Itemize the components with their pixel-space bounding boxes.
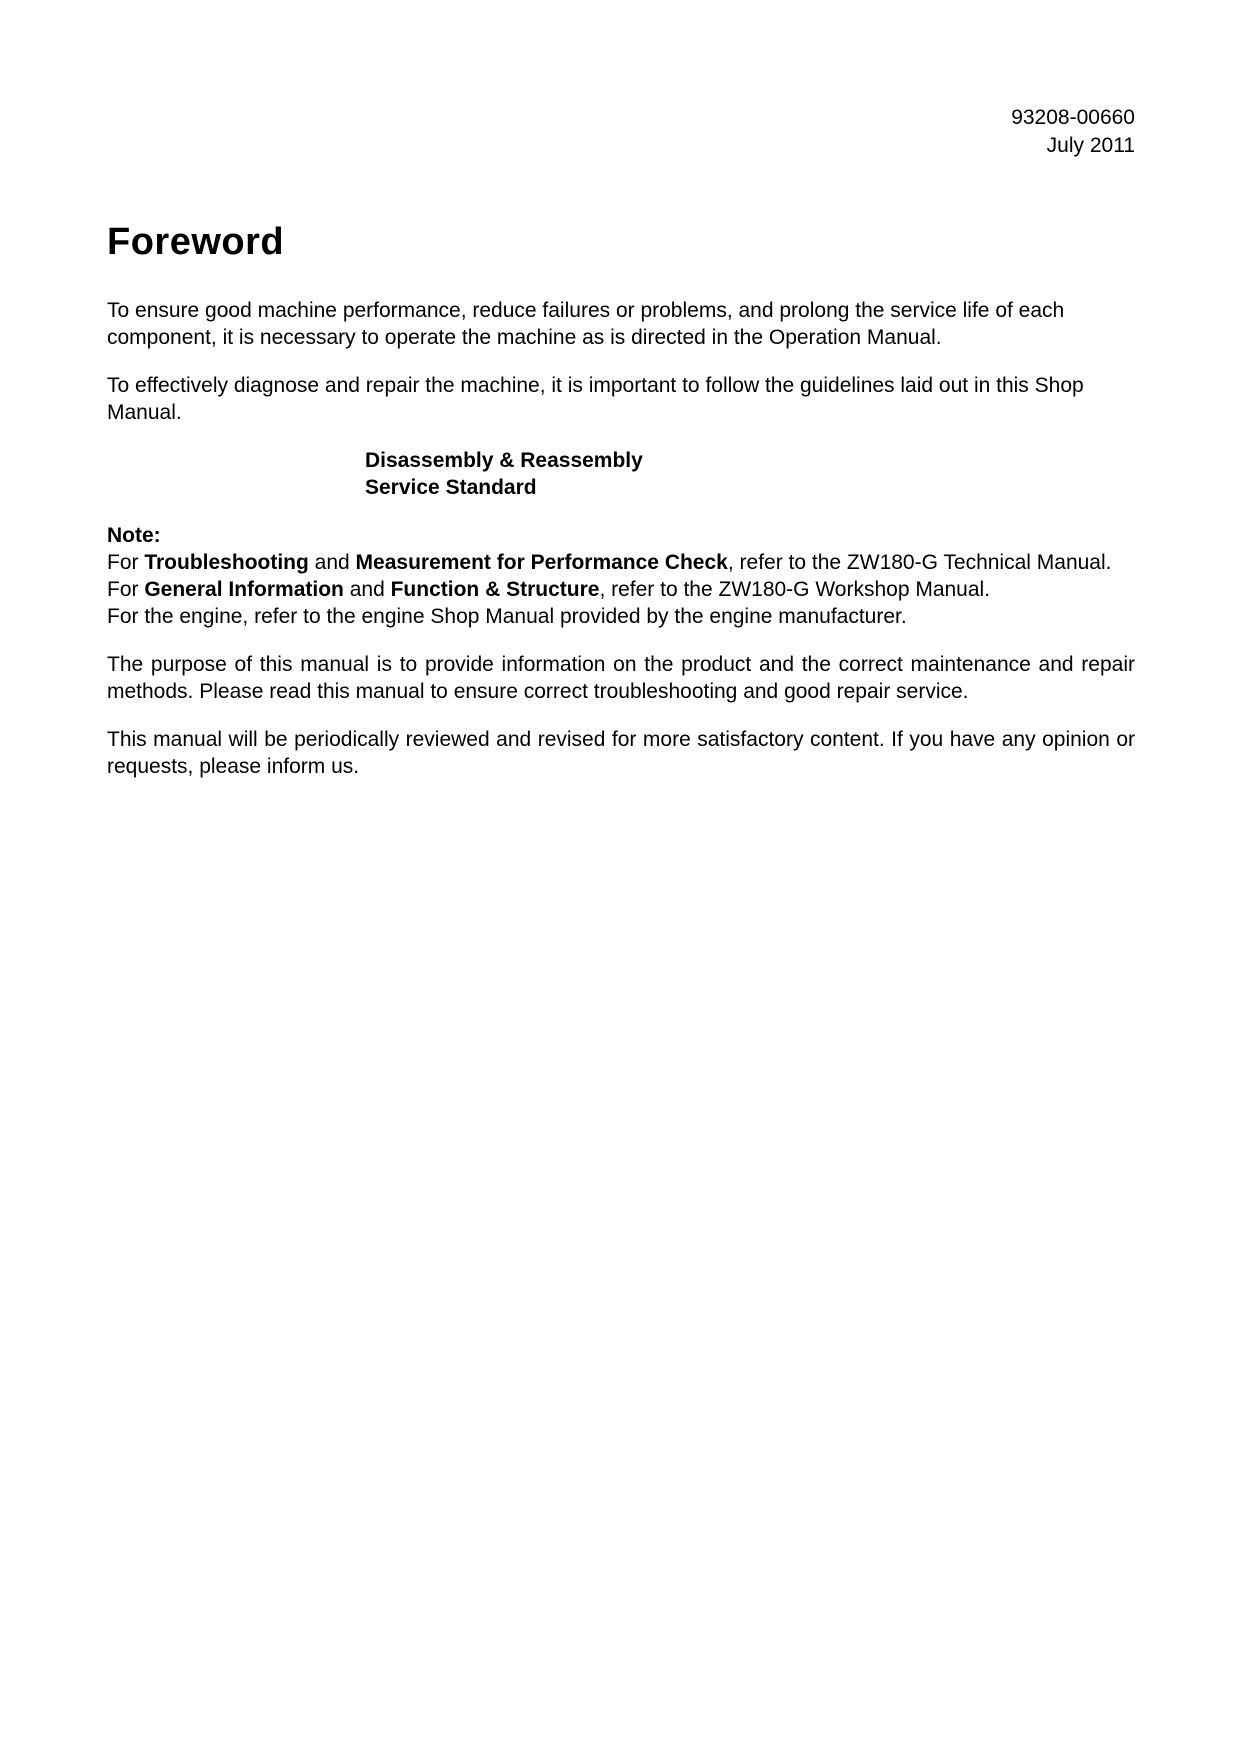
note-line-engine-manual: For the engine, refer to the engine Shop Manual provided by the engine manufacturer. xyxy=(107,605,907,628)
document-header xyxy=(107,104,1135,160)
manual-contents-line-1: Disassembly & Reassembly xyxy=(365,449,643,472)
doc-number: 93208-00660 xyxy=(1011,106,1135,129)
paragraph-purpose: The purpose of this manual is to provide information on the product and the correct maintenance and repair methods. Please read this manual to ensure correct troubleshooting and good repair service. xyxy=(107,653,1135,703)
note-line-workshop-manual: For General Information and Function & Structure, refer to the ZW180-G Workshop Manual. xyxy=(107,578,991,601)
paragraph-diagnose-repair: To effectively diagnose and repair the machine, it is important to follow the guidelines laid out in this Shop Manual. xyxy=(107,374,1084,424)
note-label: Note: xyxy=(107,524,161,547)
doc-date: July 2011 xyxy=(1046,134,1135,157)
note-section xyxy=(107,522,1135,630)
manual-contents-line-2: Service Standard xyxy=(365,476,537,499)
page-title: Foreword xyxy=(107,221,285,263)
paragraph-machine-performance: To ensure good machine performance, reduce failures or problems, and prolong the service life of each component, it is necessary to operate the machine as is directed in the Operation Manual. xyxy=(107,299,1065,349)
paragraph-review-revise: This manual will be periodically reviewed and revised for more satisfactory content. If you have any opinion or requests, please inform us. xyxy=(107,728,1135,778)
document-body xyxy=(107,297,1135,780)
note-line-technical-manual: For Troubleshooting and Measurement for Performance Check, refer to the ZW180-G Technical Manual. xyxy=(107,551,1112,574)
manual-contents-block xyxy=(365,447,1135,501)
